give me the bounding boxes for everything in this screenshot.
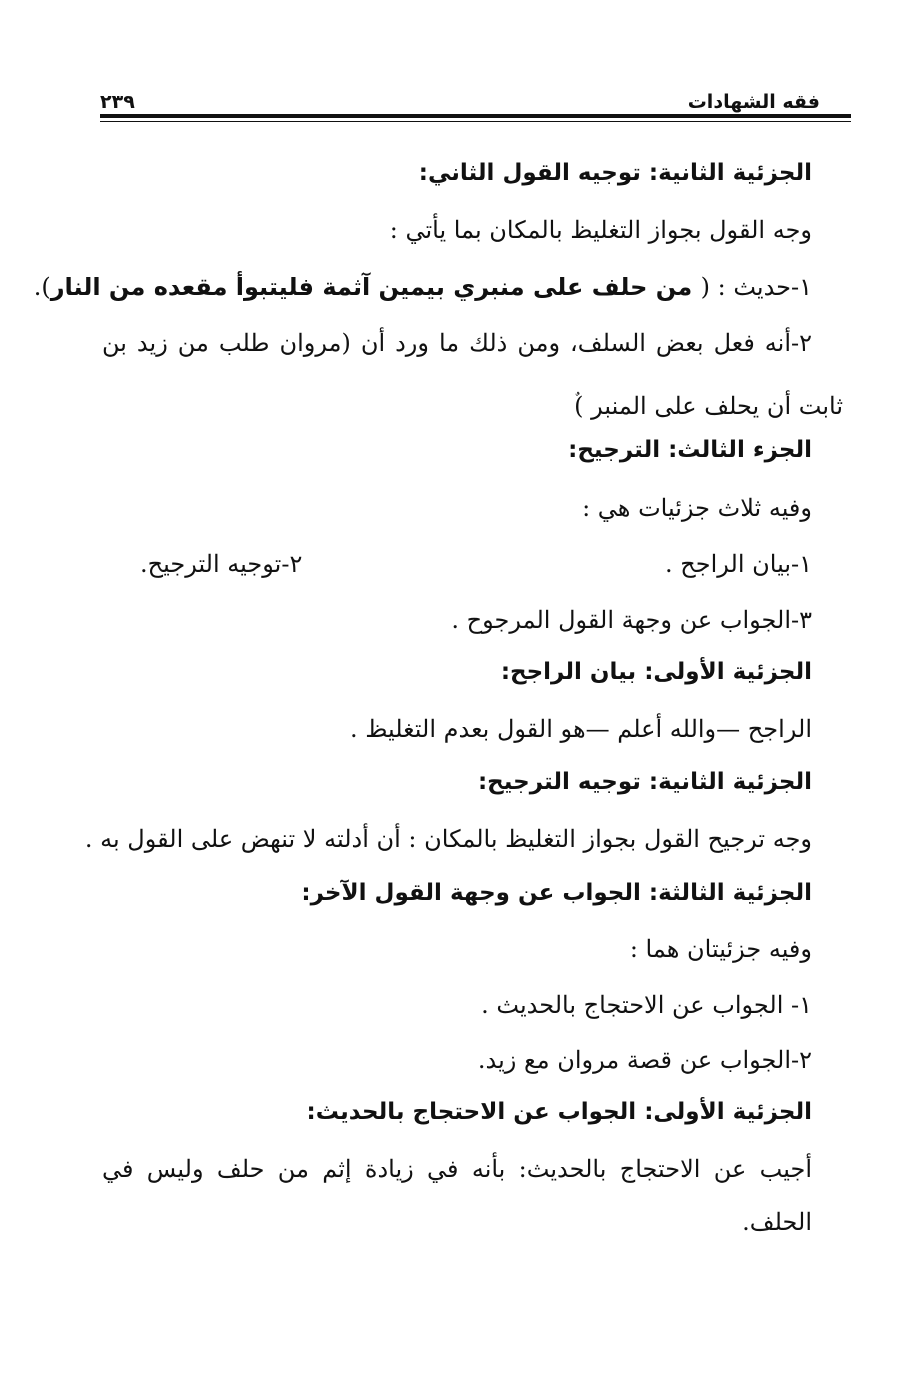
paragraph-line: ٢-أنه فعل بعض السلف، ومن ذلك ما ورد أن (مروان طلب من زيد بن xyxy=(102,329,812,357)
section-heading: الجزئية الثانية: توجيه الترجيح: xyxy=(477,769,812,795)
section-heading: الجزء الثالث: الترجيح: xyxy=(568,437,812,463)
paragraph: وجه القول بجواز التغليظ بالمكان بما يأتي : xyxy=(389,216,812,244)
list-item: ٢-الجواب عن قصة مروان مع زيد. xyxy=(477,1046,812,1074)
section-heading: الجزئية الثانية: توجيه القول الثاني: xyxy=(418,160,812,186)
page-number: ٢٣٩ xyxy=(100,91,135,113)
list-item: ٢-توجيه الترجيح. xyxy=(140,550,303,578)
paragraph: وفيه جزئيتان هما : xyxy=(629,935,812,963)
running-header xyxy=(100,84,820,112)
section-heading: الجزئية الأولى: الجواب عن الاحتجاج بالحديث: xyxy=(306,1099,812,1125)
paragraph-line: الحلف. xyxy=(742,1208,812,1236)
paragraph-text: ثابت أن يحلف على المنبر ) xyxy=(574,392,843,420)
header-rule-thin xyxy=(100,121,851,122)
hadith-line xyxy=(34,263,812,311)
paragraph: وجه ترجيح القول بجواز التغليظ بالمكان : أن أدلته لا تنهض على القول به . xyxy=(84,825,812,853)
paragraph: الراجح —والله أعلم —هو القول بعدم التغليظ . xyxy=(349,715,812,743)
hadith-suffix: ). xyxy=(33,273,51,301)
book-title: فقه الشهادات xyxy=(687,91,820,113)
paragraph-line: أجيب عن الاحتجاج بالحديث: بأنه في زيادة إثم من حلف وليس في xyxy=(102,1155,812,1183)
paragraph-line xyxy=(574,376,843,424)
section-heading: الجزئية الأولى: بيان الراجح: xyxy=(500,659,812,685)
header-rule-thick xyxy=(100,114,851,118)
hadith-text: من حلف على منبري بيمين آثمة فليتبوأ مقعده من النار xyxy=(50,273,701,301)
list-item: ٣-الجواب عن وجهة القول المرجوح . xyxy=(451,606,812,634)
header-rule xyxy=(100,114,851,124)
list-item: ١- الجواب عن الاحتجاج بالحديث . xyxy=(481,991,812,1019)
list-item: ١-بيان الراجح . xyxy=(665,550,812,578)
hadith-prefix: ١-حديث : ( xyxy=(700,273,812,301)
section-heading: الجزئية الثالثة: الجواب عن وجهة القول الآخر: xyxy=(301,880,812,906)
paragraph: وفيه ثلاث جزئيات هي : xyxy=(582,494,812,522)
